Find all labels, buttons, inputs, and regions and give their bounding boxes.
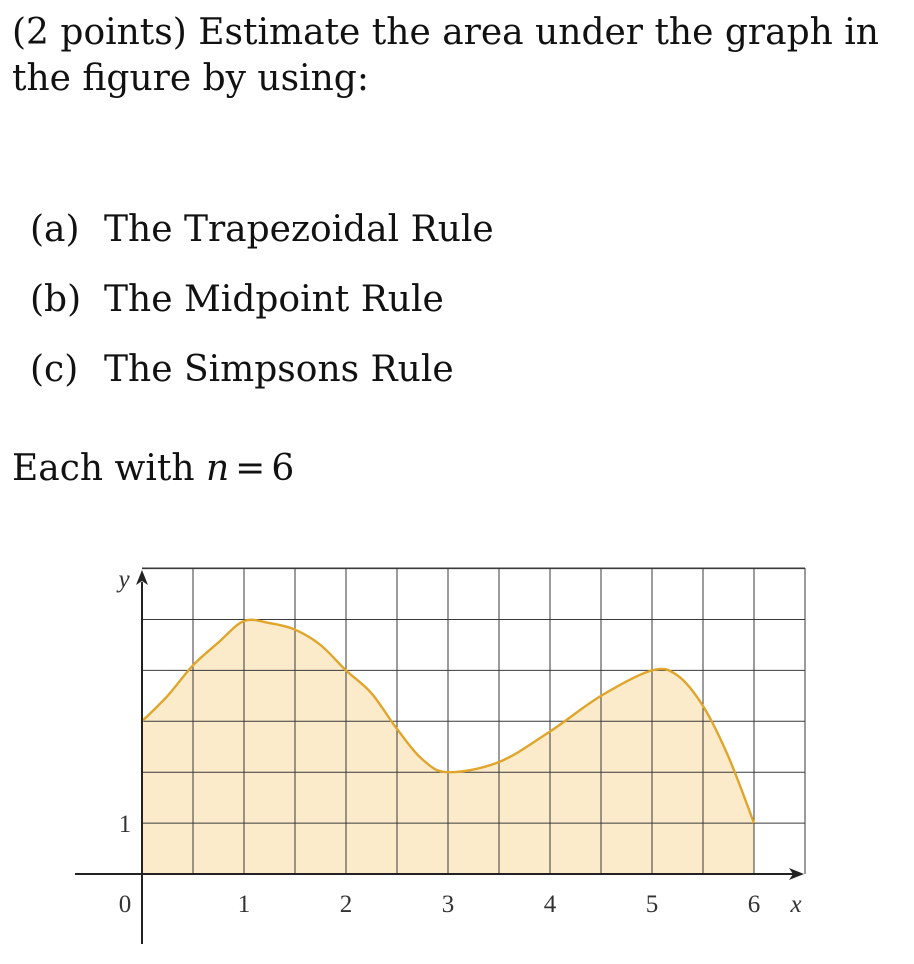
x-tick-label: 2 xyxy=(339,891,353,918)
x-tick-label: 4 xyxy=(543,891,557,918)
condition-operator: = xyxy=(235,448,266,489)
part-text: The Simpsons Rule xyxy=(104,349,454,390)
part-text: The Trapezoidal Rule xyxy=(104,209,494,250)
part-label: (c) xyxy=(30,349,79,390)
x-tick-label: 0 xyxy=(118,891,132,918)
area-graph xyxy=(0,550,914,964)
condition-line xyxy=(12,446,294,492)
condition-value: 6 xyxy=(271,448,295,489)
condition-variable: n xyxy=(205,448,230,489)
x-axis-label: x xyxy=(790,891,802,918)
part-text: The Midpoint Rule xyxy=(104,279,444,320)
part-item xyxy=(30,195,494,265)
condition-prefix: Each with xyxy=(12,448,195,489)
problem-statement xyxy=(12,10,902,102)
part-label: (a) xyxy=(30,209,80,250)
x-tick-label: 6 xyxy=(747,891,761,918)
y-tick-label: 1 xyxy=(118,811,132,839)
part-label: (b) xyxy=(30,279,82,320)
x-tick-label: 1 xyxy=(237,891,251,918)
y-axis-label: y xyxy=(118,566,130,593)
problem-intro: (2 points) Estimate the area under the graph in the figure by using: xyxy=(12,12,879,99)
x-tick-label: 3 xyxy=(441,891,455,918)
parts-list xyxy=(30,195,494,405)
x-tick-label: 5 xyxy=(645,891,659,918)
part-item xyxy=(30,335,494,405)
graph-svg xyxy=(0,550,914,964)
part-item xyxy=(30,265,494,335)
